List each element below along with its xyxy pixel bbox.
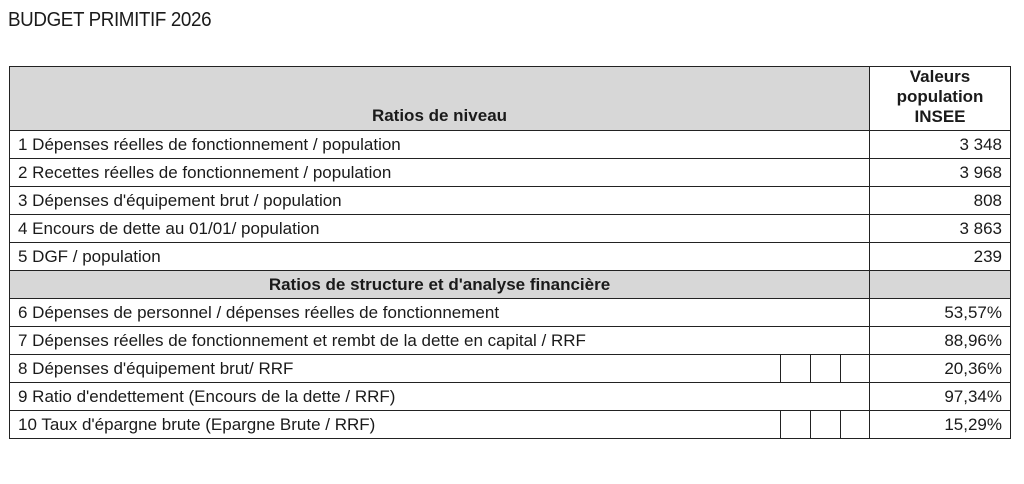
empty-cell — [840, 355, 870, 383]
row-label: 5 DGF / population — [10, 243, 870, 271]
empty-cell — [780, 411, 810, 439]
table-row — [10, 243, 1011, 271]
row-label: 4 Encours de dette au 01/01/ population — [10, 215, 870, 243]
table-row — [10, 355, 1011, 383]
table-row — [10, 159, 1011, 187]
empty-grid-cells — [780, 411, 870, 439]
section-ratios-structure: Ratios de structure et d'analyse financière — [10, 271, 870, 299]
table-header-row — [10, 67, 1011, 131]
row-value: 15,29% — [870, 411, 1011, 439]
page-title: BUDGET PRIMITIF 2026 — [8, 9, 212, 31]
row-label: 7 Dépenses réelles de fonctionnement et rembt de la dette en capital / RRF — [10, 327, 870, 355]
row-label: 6 Dépenses de personnel / dépenses réelles de fonctionnement — [10, 299, 870, 327]
table-row — [10, 383, 1011, 411]
row-label: 2 Recettes réelles de fonctionnement / population — [10, 159, 870, 187]
table-row — [10, 187, 1011, 215]
table-row — [10, 131, 1011, 159]
row-label: 8 Dépenses d'équipement brut/ RRF — [18, 358, 294, 378]
row-value: 808 — [870, 187, 1011, 215]
empty-cell — [780, 355, 810, 383]
row-label: 1 Dépenses réelles de fonctionnement / population — [10, 131, 870, 159]
row-label-cell — [10, 355, 870, 383]
row-value: 3 863 — [870, 215, 1011, 243]
empty-grid-cells — [780, 355, 870, 383]
row-value: 239 — [870, 243, 1011, 271]
row-label-cell — [10, 411, 870, 439]
row-label: 10 Taux d'épargne brute (Epargne Brute / RRF) — [18, 414, 376, 434]
ratios-table — [9, 66, 1011, 439]
row-value: 53,57% — [870, 299, 1011, 327]
header-valeurs-population: Valeurs population INSEE — [870, 67, 1011, 131]
row-value: 97,34% — [870, 383, 1011, 411]
row-label: 9 Ratio d'endettement (Encours de la dette / RRF) — [10, 383, 870, 411]
row-value: 88,96% — [870, 327, 1011, 355]
table-row — [10, 299, 1011, 327]
section-header-row — [10, 271, 1011, 299]
row-label: 3 Dépenses d'équipement brut / population — [10, 187, 870, 215]
empty-cell — [840, 411, 870, 439]
empty-cell — [810, 355, 840, 383]
row-value: 3 348 — [870, 131, 1011, 159]
table-row — [10, 327, 1011, 355]
section-value-empty — [870, 271, 1011, 299]
empty-cell — [810, 411, 840, 439]
header-ratios-niveau: Ratios de niveau — [10, 67, 870, 131]
table-row — [10, 411, 1011, 439]
table-row — [10, 215, 1011, 243]
row-value: 3 968 — [870, 159, 1011, 187]
row-value: 20,36% — [870, 355, 1011, 383]
